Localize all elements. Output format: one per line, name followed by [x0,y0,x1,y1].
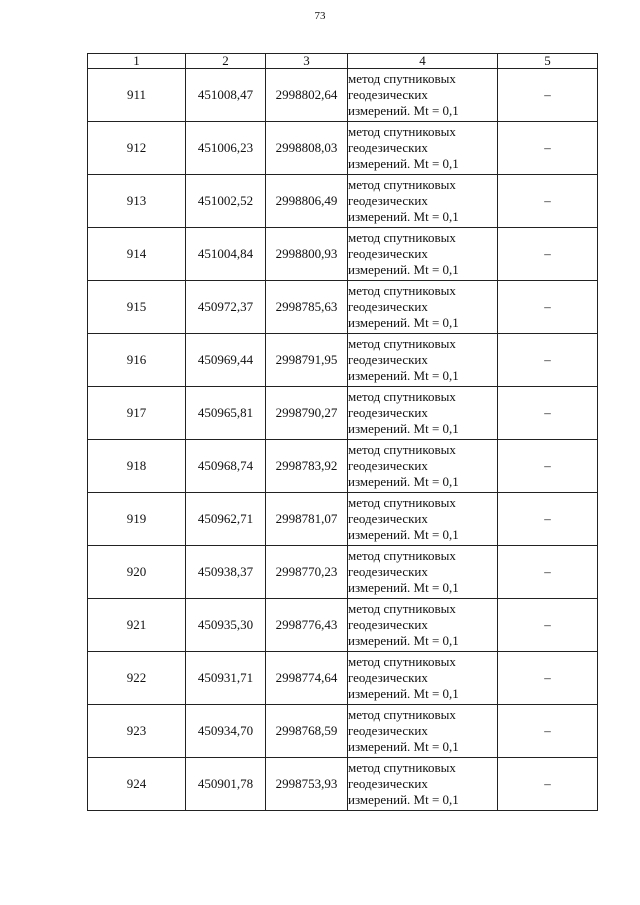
coordinate-y: 2998783,92 [266,440,348,493]
method-line: измерений. Mt = 0,1 [348,103,459,118]
coordinate-x: 450935,30 [186,599,266,652]
method-description [348,122,498,175]
method-line: измерений. Mt = 0,1 [348,209,459,224]
method-description [348,758,498,811]
method-line: геодезических [348,87,428,102]
method-line: измерений. Mt = 0,1 [348,156,459,171]
table-row [88,175,598,228]
method-description [348,228,498,281]
note: – [498,228,598,281]
method-line: геодезических [348,352,428,367]
table-row [88,493,598,546]
coordinate-x: 451006,23 [186,122,266,175]
method-description [348,440,498,493]
method-line: метод спутниковых [348,654,456,669]
note: – [498,334,598,387]
coordinate-x: 450968,74 [186,440,266,493]
point-number: 924 [88,758,186,811]
method-line: геодезических [348,723,428,738]
column-header-5: 5 [498,54,598,69]
method-description [348,705,498,758]
point-number: 916 [88,334,186,387]
method-line: метод спутниковых [348,283,456,298]
method-line: измерений. Mt = 0,1 [348,315,459,330]
note: – [498,281,598,334]
point-number: 911 [88,69,186,122]
point-number: 917 [88,387,186,440]
method-line: метод спутниковых [348,177,456,192]
method-line: геодезических [348,246,428,261]
note: – [498,122,598,175]
method-line: измерений. Mt = 0,1 [348,686,459,701]
table-row [88,546,598,599]
table-row [88,387,598,440]
table-row [88,334,598,387]
coordinate-y: 2998802,64 [266,69,348,122]
method-line: метод спутниковых [348,707,456,722]
table-row [88,122,598,175]
header-row [88,54,598,69]
point-number: 915 [88,281,186,334]
method-description [348,281,498,334]
coordinate-y: 2998808,03 [266,122,348,175]
method-line: измерений. Mt = 0,1 [348,421,459,436]
method-description [348,334,498,387]
method-line: геодезических [348,458,428,473]
note: – [498,69,598,122]
table-row [88,758,598,811]
table-row [88,440,598,493]
method-description [348,599,498,652]
method-line: метод спутниковых [348,336,456,351]
coordinate-y: 2998790,27 [266,387,348,440]
table-row [88,69,598,122]
coordinate-x: 450938,37 [186,546,266,599]
method-line: геодезических [348,299,428,314]
coordinate-x: 450962,71 [186,493,266,546]
method-line: геодезических [348,670,428,685]
method-line: метод спутниковых [348,495,456,510]
method-line: геодезических [348,140,428,155]
point-number: 923 [88,705,186,758]
method-description [348,546,498,599]
coordinate-x: 450972,37 [186,281,266,334]
point-number: 913 [88,175,186,228]
method-description [348,493,498,546]
point-number: 912 [88,122,186,175]
method-line: геодезических [348,405,428,420]
method-line: измерений. Mt = 0,1 [348,527,459,542]
point-number: 921 [88,599,186,652]
note: – [498,599,598,652]
method-line: метод спутниковых [348,760,456,775]
coordinate-y: 2998753,93 [266,758,348,811]
point-number: 922 [88,652,186,705]
table-row [88,281,598,334]
method-description [348,175,498,228]
method-line: измерений. Mt = 0,1 [348,368,459,383]
note: – [498,493,598,546]
column-header-3: 3 [266,54,348,69]
coordinate-x: 451002,52 [186,175,266,228]
point-number: 918 [88,440,186,493]
method-description [348,652,498,705]
method-line: метод спутниковых [348,230,456,245]
method-line: метод спутниковых [348,601,456,616]
method-line: геодезических [348,564,428,579]
method-description [348,387,498,440]
method-line: геодезических [348,511,428,526]
method-line: метод спутниковых [348,442,456,457]
method-line: геодезических [348,776,428,791]
point-number: 914 [88,228,186,281]
table-row [88,705,598,758]
note: – [498,758,598,811]
coordinate-x: 451008,47 [186,69,266,122]
note: – [498,387,598,440]
method-line: измерений. Mt = 0,1 [348,262,459,277]
column-header-1: 1 [88,54,186,69]
table-body [88,69,598,811]
method-line: измерений. Mt = 0,1 [348,739,459,754]
column-header-4: 4 [348,54,498,69]
table-row [88,652,598,705]
column-header-2: 2 [186,54,266,69]
note: – [498,705,598,758]
coordinate-y: 2998770,23 [266,546,348,599]
coordinate-x: 451004,84 [186,228,266,281]
coordinate-y: 2998768,59 [266,705,348,758]
coordinate-x: 450931,71 [186,652,266,705]
coordinate-y: 2998791,95 [266,334,348,387]
method-line: метод спутниковых [348,71,456,86]
coordinate-y: 2998785,63 [266,281,348,334]
method-line: измерений. Mt = 0,1 [348,580,459,595]
page-number: 73 [314,10,326,22]
coordinate-y: 2998774,64 [266,652,348,705]
method-line: измерений. Mt = 0,1 [348,633,459,648]
point-number: 919 [88,493,186,546]
note: – [498,175,598,228]
method-line: геодезических [348,617,428,632]
coordinate-x: 450965,81 [186,387,266,440]
method-line: измерений. Mt = 0,1 [348,474,459,489]
coordinate-y: 2998806,49 [266,175,348,228]
point-number: 920 [88,546,186,599]
coordinate-y: 2998800,93 [266,228,348,281]
method-line: геодезических [348,193,428,208]
note: – [498,652,598,705]
method-line: метод спутниковых [348,124,456,139]
coordinate-x: 450901,78 [186,758,266,811]
method-description [348,69,498,122]
note: – [498,546,598,599]
coordinate-y: 2998781,07 [266,493,348,546]
coordinate-y: 2998776,43 [266,599,348,652]
method-line: измерений. Mt = 0,1 [348,792,459,807]
method-line: метод спутниковых [348,389,456,404]
table-row [88,599,598,652]
coordinates-table [87,53,598,811]
coordinate-x: 450969,44 [186,334,266,387]
method-line: метод спутниковых [348,548,456,563]
coordinate-x: 450934,70 [186,705,266,758]
table-row [88,228,598,281]
note: – [498,440,598,493]
